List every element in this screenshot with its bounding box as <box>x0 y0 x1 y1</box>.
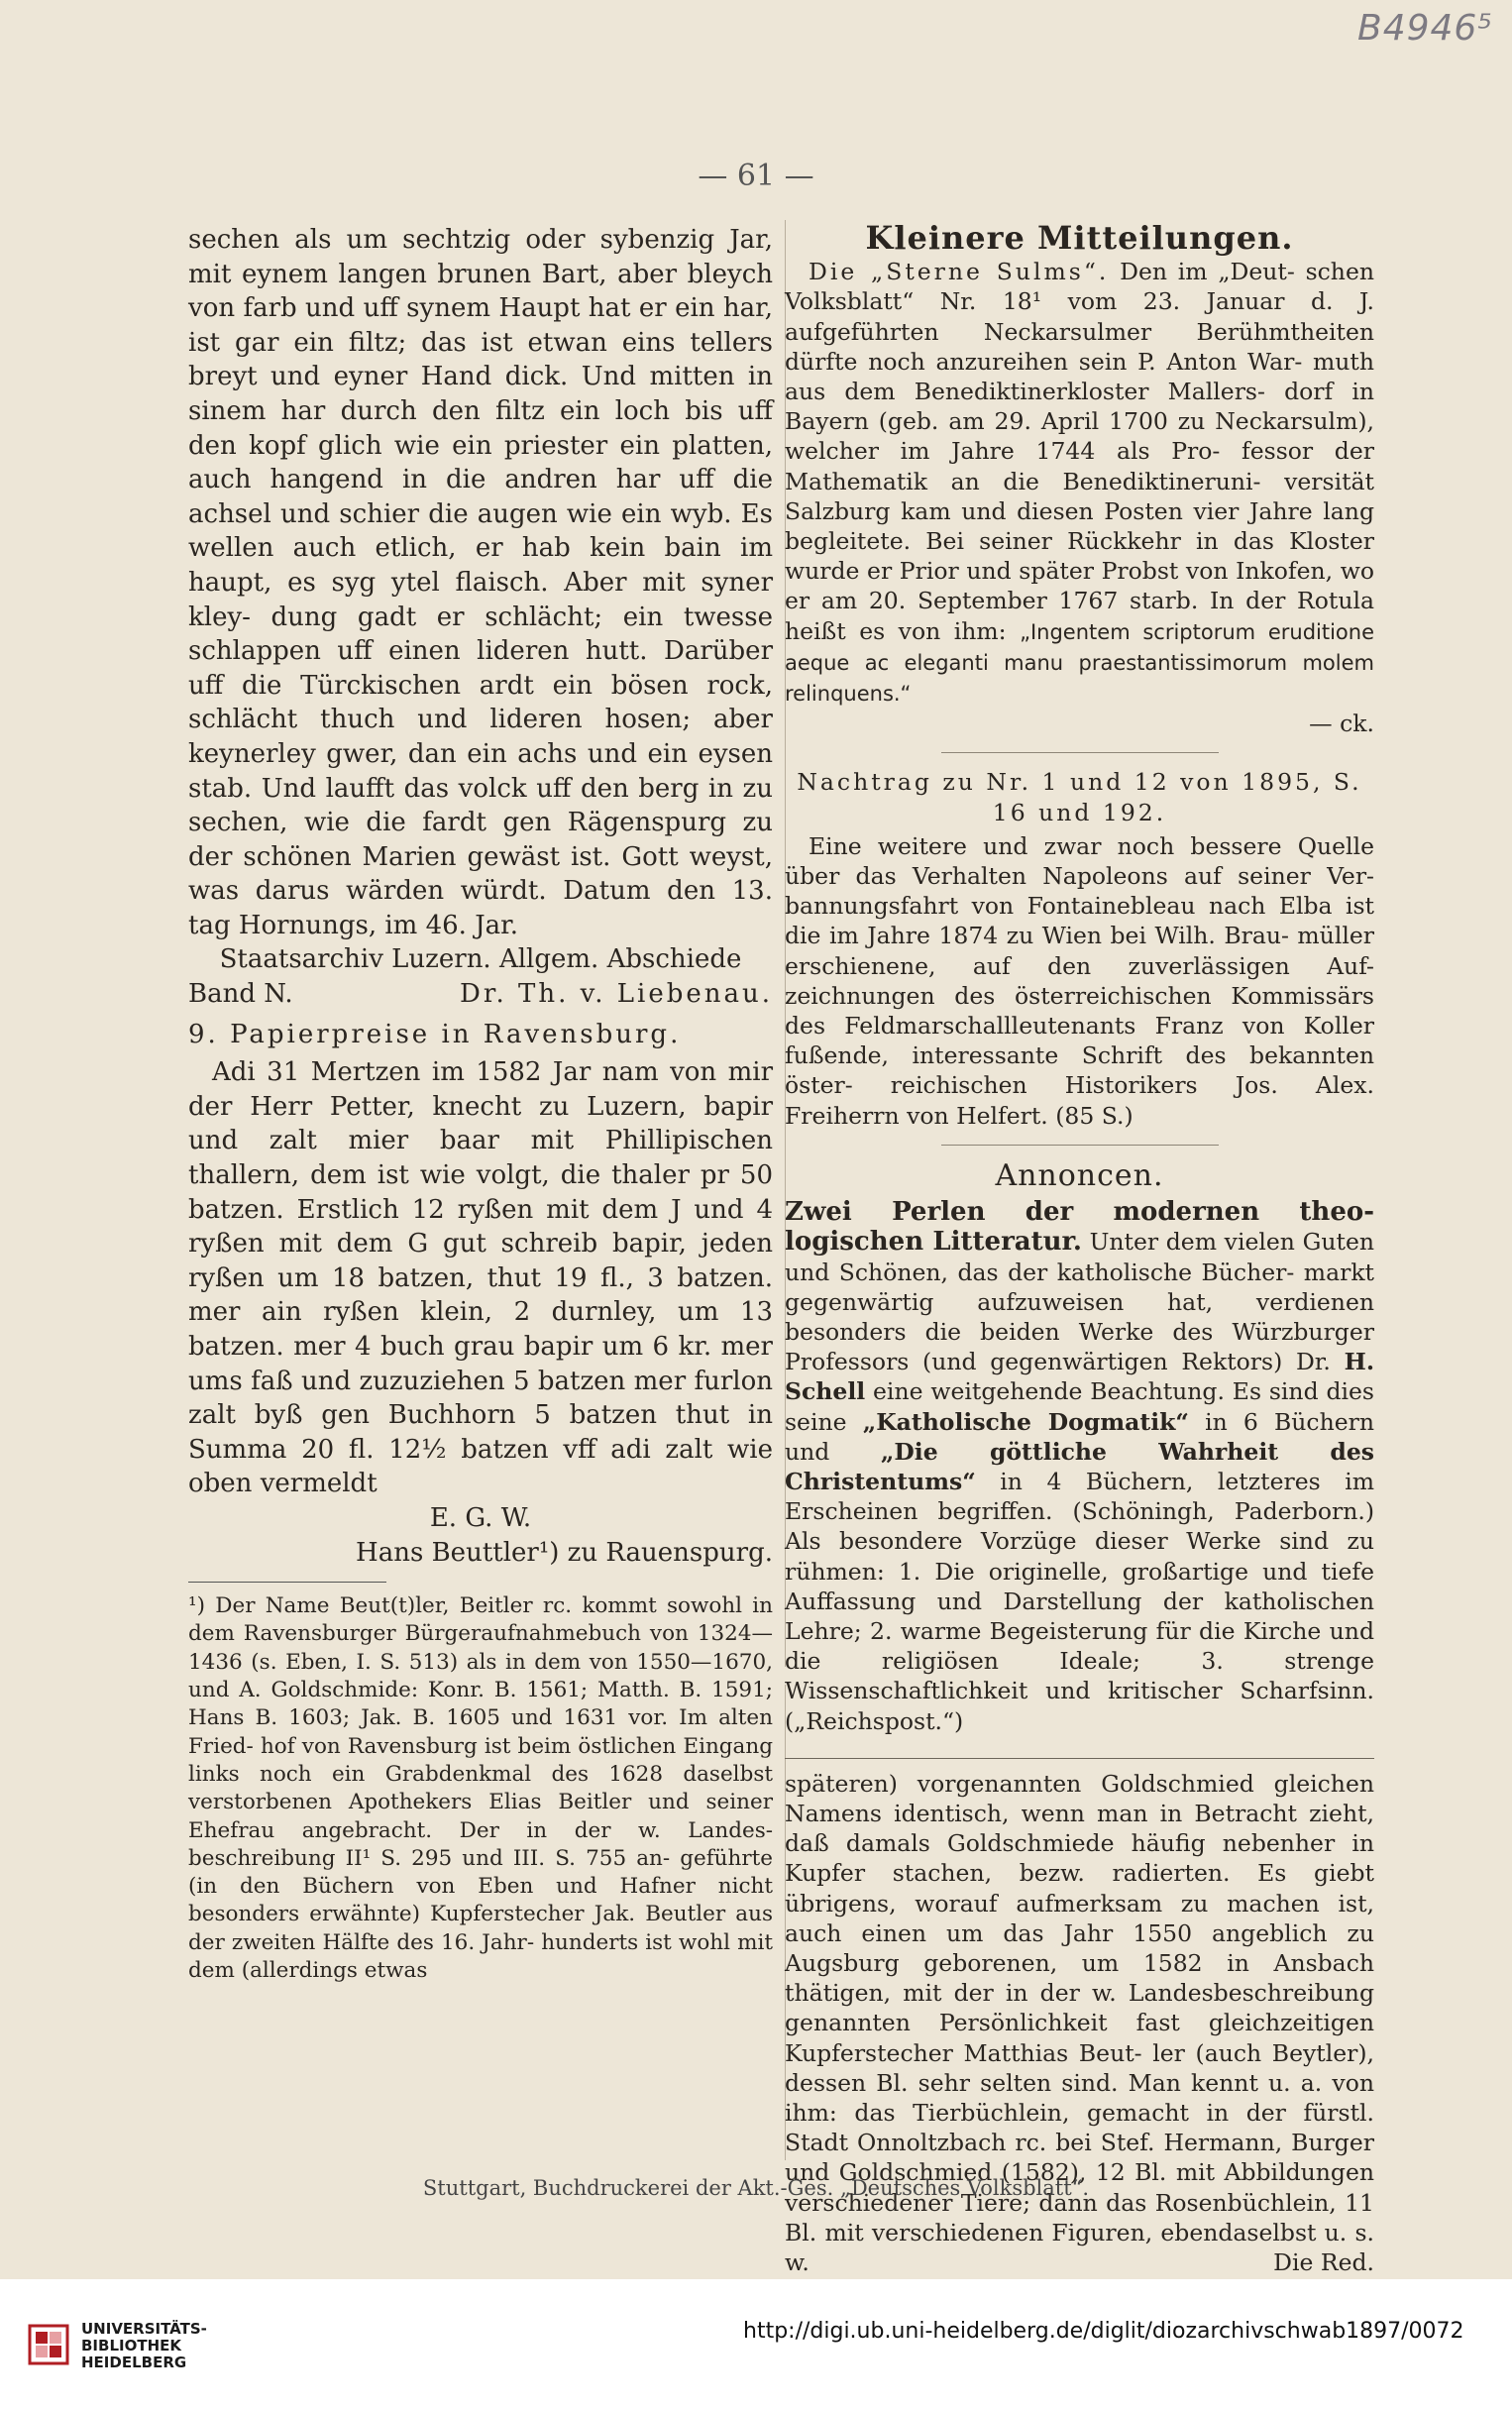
annonce-body-1: Unter dem vielen Guten und Schönen, das der katholische Bücher- markt gegenwärtig aufzuweisen hat, verdienen besonders die beiden Werke des Würzburger Professors (und gegenwärtigen Rektors) Dr. <box>785 1228 1374 1376</box>
left-column <box>188 223 773 1985</box>
library-logo-icon <box>28 2324 69 2365</box>
imprint-line: Stuttgart, Buchdruckerei der Akt.-Ges. „Deutsches Volksblatt“. <box>422 2176 1090 2200</box>
section-rule <box>941 752 1219 753</box>
letter-text: sechen als um sechtzig oder sybenzig Jar, mit eynem langen brunen Bart, aber bleych von farb und uff synem Haupt hat er ein har, ist gar ein filtz; das ist etwan eins tellers breyt und eyner Hand dick. Und mitten in sinem har durch den filtz ein loch bis uff den kopf glich wie ein priester ein platten, auch hangend in die andren har uff die achsel und schier die augen wie ein wyb. Es wellen auch etlich, er hab kein bain im haupt, es syg ytel flaisch. Aber mit syner kley- dung gadt er schlächt; ein twesse schlappen uff einen lideren hutt. Darüber uff die Türckischen ardt ein bösen rock, schlächt thuch und lideren hosen; aber keynerley gwer, dan ein achs und ein eysen stab. Und laufft das volck uff den berg in zu sechen, wie die fardt gen Rägenspurg zu der schönen Marien gewäst ist. Gott weyst, was darus wärden würdt. Datum den 13. tag Hornungs, im 46. Jar. <box>188 225 773 940</box>
source-author: Dr. Th. v. Liebenau. <box>460 979 773 1010</box>
latin-quote: „Ingentem scriptorum eruditione aeque ac eleganti manu praestantissimorum molem relinquens.“ <box>785 619 1374 707</box>
library-name <box>81 2321 207 2371</box>
library-name-line-3: HEIDELBERG <box>81 2354 187 2371</box>
receipt-text: Adi 31 Mertzen im 1582 Jar nam von mir der Herr Petter, knecht zu Luzern, bapir und zalt mier baar mit Phillipischen thallern, dem ist wie volgt, die thaler pr 50 batzen. Erstlich 12 ryßen mit dem J und 4 ryßen mit dem G gut schreib bapir, jeden ryßen um 18 batzen, thut 19 fl., 3 batzen. mer ain ryßen klein, 2 durnley, um 13 batzen. mer 4 buch grau bapir um 6 kr. mer ums faß und zuzuziehen 5 batzen mer furlon zalt byß gen Buchhorn 5 batzen thut in Summa 20 fl. 12½ batzen vff adi zalt wie oben vermeldt <box>188 1057 773 1499</box>
continuation-text: späteren) vorgenannten Goldschmied gleichen Namens identisch, wenn man in Betracht zieht, daß damals Goldschmiede häufig nebenher in Kupfer stachen, bezw. radierten. Es giebt übrigens, worauf aufmerksam zu machen ist, auch einen um das Jahr 1550 angeblich zu Augsburg geborenen, um 1582 in Ansbach thätigen, mit der in der w. Landesbeschreibung genannten Persönlichkeit fast gleichzeitigen Kupferstecher Matthias Beut- ler (auch Beytler), dessen Bl. sehr selten sind. Man kennt u. a. von ihm: das Tierbüchlein, gemacht in der fürstl. Stadt Onnoltzbach rc. bei Stef. Hermann, Burger und Goldschmied (1582), 12 Bl. mit Abbildungen verschiedener Tiere; dann das Rosenbüchlein, 11 Bl. mit verschiedenen Figuren, ebendaselbst u. s. w. <box>785 1769 1374 2276</box>
footnote-continuation <box>785 1769 1374 2277</box>
annonce-end-rule <box>785 1758 1374 1759</box>
mitteilung-sign: — ck. <box>1309 710 1374 738</box>
nachtrag-title: Nachtrag zu Nr. 1 und 12 von 1895, S. 16 und 192. <box>797 768 1362 826</box>
section-title-mitteilungen: Kleinere Mitteilungen. <box>865 219 1294 257</box>
mitteilung-lead: Die „Sterne Sulms“. <box>809 258 1110 286</box>
section-heading-9: 9. Papierpreise in Ravensburg. <box>188 1019 682 1049</box>
book-title-dogmatik: „Katholische Dogmatik“ <box>862 1407 1189 1436</box>
source-band: Band N. <box>188 979 293 1010</box>
library-name-line-2: BIBLIOTHEK <box>81 2337 181 2355</box>
source-line-2 <box>188 977 773 1012</box>
page-number: — 61 — <box>698 159 814 193</box>
annonce-body-4: in 4 Büchern, letzteres im Erscheinen begriffen. (Schöningh, Paderborn.) Als besondere Vorzüge dieser Werke sind zu rühmen: 1. Die originelle, großartige und tiefe Auffassung und Darstellung der katholischen Lehre; 2. warme Begeisterung für die Kirche und die religiösen Ideale; 3. strenge Wissenschaftlichkeit und kritischer Scharfsinn. („Reichspost.“) <box>785 1467 1374 1735</box>
annonce-lead: Zwei Perlen der modernen theo- logischen Litteratur. <box>785 1197 1374 1258</box>
author-name: H. Schell <box>785 1348 1374 1406</box>
handwritten-shelfmark: B4946⁵ <box>1357 8 1493 49</box>
footer-bar <box>0 2279 1512 2410</box>
section-title-annoncen: Annoncen. <box>995 1157 1164 1193</box>
annonce-body-2: eine weitgehende Beachtung. Es sind dies seine <box>785 1377 1374 1436</box>
book-title-wahrheit: „Die göttliche Wahrheit des Christentums“ <box>785 1437 1374 1495</box>
mitteilung-body: Den im „Deut- schen Volksblatt“ Nr. 18¹ vom 23. Januar d. J. aufgeführten Neckarsulmer Berühmtheiten dürfte noch anzureihen sein P. Anton War- muth aus dem Benediktinerkloster Mallers- dorf in Bayern (geb. am 29. April 1700 zu Neckarsulm), welcher im Jahre 1744 als Pro- fessor der Mathematik an die Benediktineruni- versität Salzburg kam und diesen Posten vier Jahre lang begleitete. Bei seiner Rückkehr in das Kloster wurde er Prior und später Probst von Inkofen, wo er am 20. September 1767 starb. In der Rotula heißt es von ihm: <box>785 258 1374 645</box>
receipt-signoff: Hans Beuttler¹) zu Rauenspurg. <box>356 1537 773 1568</box>
library-name-line-1: UNIVERSITÄTS- <box>81 2320 207 2338</box>
continuation-sign: Die Red. <box>1273 2248 1374 2276</box>
annonce-text <box>785 1197 1374 1736</box>
footnote: ¹) Der Name Beut(t)ler, Beitler rc. kommt sowohl in dem Ravensburger Bürgeraufnahmebuch von 1324—1436 (s. Eben, I. S. 513) als in dem von 1550—1670, und A. Goldschmide: Konr. B. 1561; Matth. B. 1591; Hans B. 1603; Jak. B. 1605 und 1631 vor. Im alten Fried- hof von Ravensburg ist beim östlichen Eingang links noch ein Grabdenkmal des 1628 daselbst verstorbenen Apothekers Elias Beitler und seiner Ehefrau angebracht. Der in der w. Landes- beschreibung II¹ S. 295 und III. S. 755 an- geführte (in den Büchern von Eben und Hafner nicht besonders erwähnte) Kupferstecher Jak. Beutler aus der zweiten Hälfte des 16. Jahr- hunderts ist wohl mit dem (allerdings etwas <box>188 1593 773 1984</box>
receipt-initials: E. G. W. <box>429 1502 532 1533</box>
footnote-rule <box>188 1582 386 1583</box>
section-rule-2 <box>941 1145 1219 1146</box>
mitteilung-text <box>785 257 1374 709</box>
source-line: Staatsarchiv Luzern. Allgem. Abschiede <box>219 944 742 975</box>
nachtrag-text: Eine weitere und zwar noch bessere Quelle über das Verhalten Napoleons auf seiner Ver- bannungsfahrt von Fontainebleau nach Elba ist die im Jahre 1874 zu Wien bei Wilh. Brau- müller erschienene, auf den zuverlässigen Auf- zeichnungen des österreichischen Kommissärs des Feldmarschallleutenants Franz von Koller fußende, interessante Schrift des bekannten öster- reichischen Historikers Jos. Alex. Freiherrn von Helfert. (85 S.) <box>785 831 1374 1130</box>
right-column <box>785 219 1374 2277</box>
permalink-url[interactable]: http://digi.ub.uni-heidelberg.de/diglit/diozarchivschwab1897/0072 <box>743 2319 1464 2344</box>
annonce-body-3: in 6 Büchern und <box>785 1407 1374 1466</box>
